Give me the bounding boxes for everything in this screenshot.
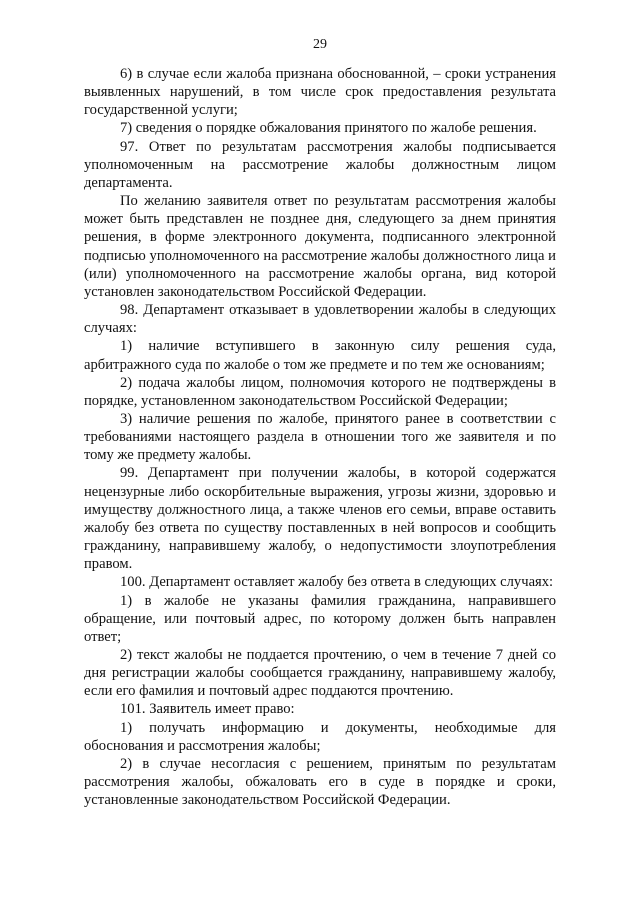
paragraph-98-item-3: 3) наличие решения по жалобе, принятого ранее в соответствии с требованиями настоящего раздела в отношении того же заявителя и по тому же предмету жалобы. [84,410,556,464]
paragraph-98-refusal-cases: 98. Департамент отказывает в удовлетворении жалобы в следующих случаях: [84,302,556,337]
paragraph-101-item-1: 1) получать информацию и документы, необходимые для обоснования и рассмотрения жалобы; [84,719,556,754]
paragraph-electronic-response: По желанию заявителя ответ по результатам рассмотрения жалобы может быть представлен не позднее дня, следующего за днем принятия решения, в форме электронного документа, подписанного электронной подписью уполномоченного на рассмотрение жалобы должностного лица и (или) уполномоченного на рассмотрение жалобы органа, вид которой установлен законодательством Российской Федерации. [84,193,556,300]
paragraph-97-response-signature: 97. Ответ по результатам рассмотрения жалобы подписывается уполномоченным на рассмотрение жалобы должностным лицом департамента. [84,138,556,191]
paragraph-item-7-appeal-procedure: 7) сведения о порядке обжалования принятого по жалобе решения. [120,120,537,137]
paragraph-100-item-2: 2) текст жалобы не поддается прочтению, о чем в течение 7 дней со дня регистрации жалобы сообщается гражданину, направившему жалобу, если его фамилия и почтовый адрес поддаются прочтению. [84,647,556,700]
paragraph-98-item-2: 2) подача жалобы лицом, полномочия которого не подтверждены в порядке, установленном законодательством Российской Федерации; [84,374,556,409]
paragraph-98-item-1: 1) наличие вступившего в законную силу решения суда, арбитражного суда по жалобе о том же предмете и по тем же основаниям; [84,338,556,373]
paragraph-101-item-2: 2) в случае несогласия с решением, принятым по результатам рассмотрения жалобы, обжаловать его в суде в порядке и сроки, установленные законодательством Российской Федерации. [84,755,556,809]
paragraph-101-applicant-rights: 101. Заявитель имеет право: [120,701,295,718]
document-body [84,65,556,809]
paragraph-100-no-response-cases: 100. Департамент оставляет жалобу без ответа в следующих случаях: [120,574,554,591]
paragraph-100-item-1: 1) в жалобе не указаны фамилия гражданина, направившего обращение, или почтовый адрес, по которому должен быть направлен ответ; [84,592,556,645]
paragraph-99-offensive-complaints: 99. Департамент при получении жалобы, в которой содержатся нецензурные либо оскорбительные выражения, угрозы жизни, здоровью и имуществу должностного лица, а также членов его семьи, вправе оставить жалобу без ответа по существу поставленных в ней вопросов и сообщить гражданину, направившему жалобу, о недопустимости злоупотребления правом. [84,465,556,573]
page-number: 29 [313,37,327,52]
paragraph-item-6-elimination-deadlines: 6) в случае если жалоба признана обоснованной, – сроки устранения выявленных нарушений, в том числе срок предоставления результата государственной услуги; [84,66,556,119]
